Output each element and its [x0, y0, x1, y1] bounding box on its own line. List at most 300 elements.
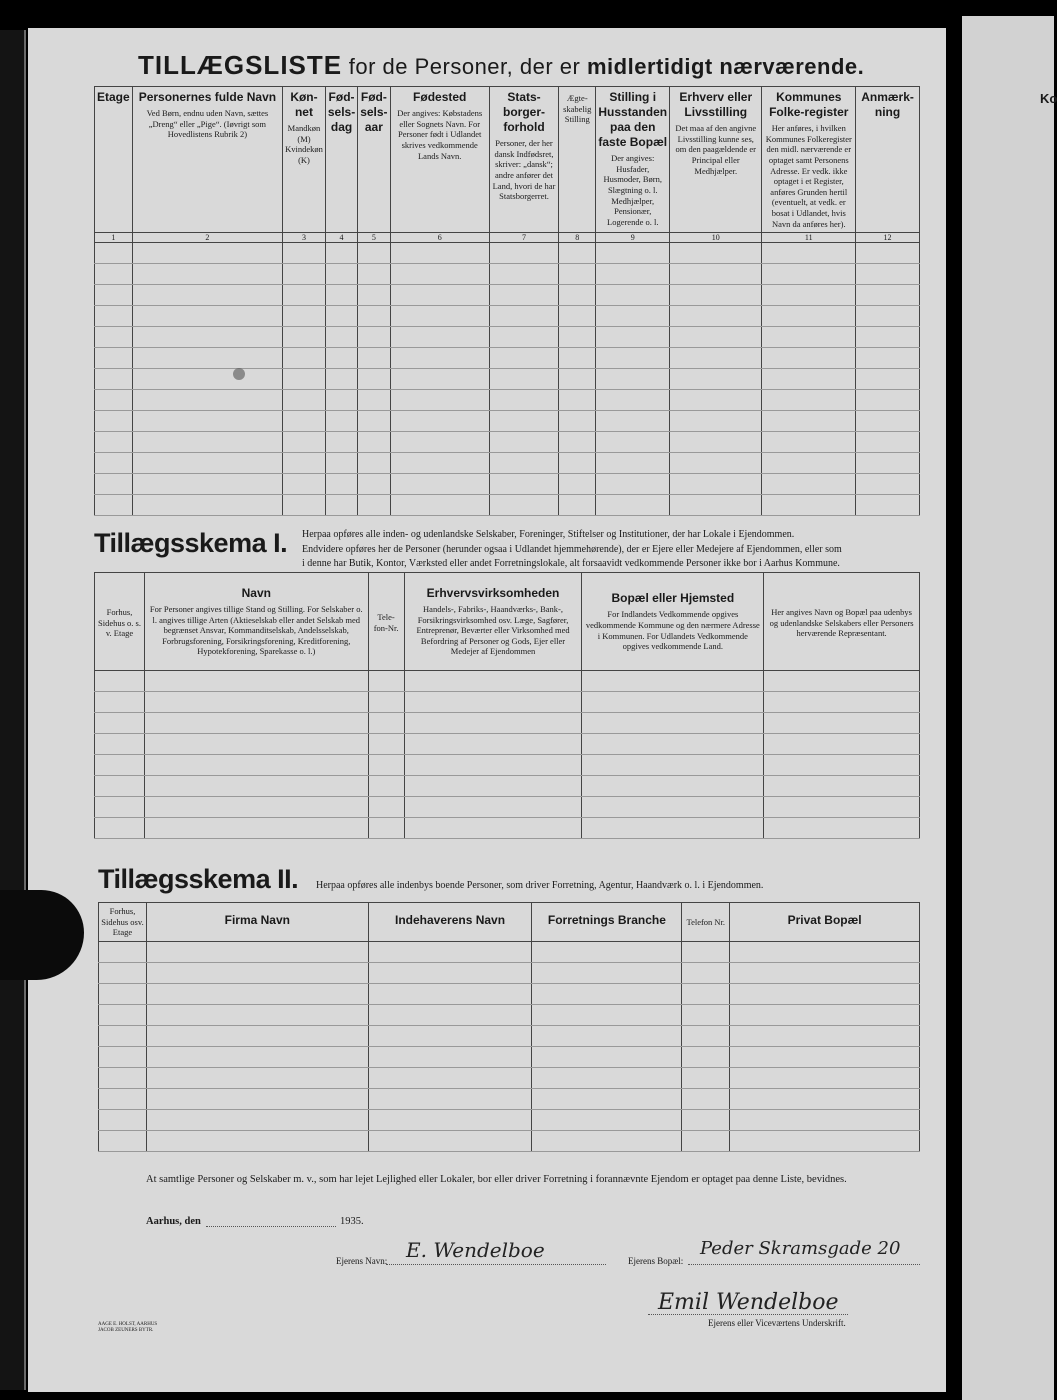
t1-blank-cell[interactable] — [358, 390, 390, 411]
date-line — [206, 1226, 336, 1227]
t1-blank-cell[interactable] — [358, 264, 390, 285]
skema2-blank-cell[interactable] — [368, 1025, 532, 1046]
skema2-blank-cell[interactable] — [682, 1004, 730, 1025]
t1-blank-row — [95, 285, 920, 306]
skema1-blank-cell[interactable] — [582, 818, 764, 839]
t1-blank-cell[interactable] — [283, 453, 326, 474]
skema1-blank-cell[interactable] — [404, 713, 582, 734]
skema2-blank-cell[interactable] — [682, 1109, 730, 1130]
t1-blank-cell[interactable] — [670, 348, 762, 369]
skema2-blank-cell[interactable] — [532, 941, 682, 962]
t1-blank-cell[interactable] — [95, 264, 133, 285]
skema2-blank-cell[interactable] — [99, 983, 147, 1004]
ink-stain — [233, 368, 245, 380]
skema2-blank-cell[interactable] — [368, 1088, 532, 1109]
t1-blank-cell[interactable] — [596, 327, 670, 348]
skema1-blank-cell[interactable] — [764, 734, 920, 755]
t1-blank-cell[interactable] — [489, 432, 558, 453]
t1-blank-cell[interactable] — [596, 243, 670, 264]
t1-blank-cell[interactable] — [856, 306, 920, 327]
t1-blank-cell[interactable] — [856, 348, 920, 369]
title-middle: for de Personer, der er — [348, 54, 581, 79]
t1-blank-cell[interactable] — [489, 348, 558, 369]
t1-blank-cell[interactable] — [856, 495, 920, 516]
t1-blank-cell[interactable] — [856, 243, 920, 264]
skema1-blank-cell[interactable] — [95, 818, 145, 839]
skema2-blank-cell[interactable] — [146, 1046, 368, 1067]
t1-blank-cell[interactable] — [489, 474, 558, 495]
skema1-blank-cell[interactable] — [404, 797, 582, 818]
skema1-header-cell — [582, 573, 764, 671]
skema1-blank-cell[interactable] — [764, 818, 920, 839]
skema1-blank-row — [95, 776, 920, 797]
skema1-description — [302, 528, 922, 572]
t1-blank-cell[interactable] — [358, 432, 390, 453]
t1-column-number: 12 — [856, 233, 920, 243]
skema1-blank-cell[interactable] — [95, 671, 145, 692]
t1-blank-cell[interactable] — [762, 264, 856, 285]
skema2-blank-cell[interactable] — [146, 983, 368, 1004]
t1-blank-cell[interactable] — [489, 390, 558, 411]
t1-blank-cell[interactable] — [762, 495, 856, 516]
t1-blank-cell[interactable] — [559, 348, 596, 369]
skema1-blank-cell[interactable] — [368, 713, 404, 734]
t1-blank-cell[interactable] — [559, 243, 596, 264]
skema1-blank-cell[interactable] — [582, 671, 764, 692]
skema1-blank-cell[interactable] — [764, 797, 920, 818]
t1-blank-cell[interactable] — [559, 411, 596, 432]
t1-blank-cell[interactable] — [489, 243, 558, 264]
t1-blank-cell[interactable] — [325, 432, 357, 453]
t1-blank-cell[interactable] — [670, 306, 762, 327]
t1-blank-cell[interactable] — [596, 390, 670, 411]
t1-header-cell — [95, 87, 133, 233]
t1-blank-cell[interactable] — [489, 264, 558, 285]
t1-blank-cell[interactable] — [95, 348, 133, 369]
t1-blank-cell[interactable] — [132, 264, 282, 285]
t1-blank-cell[interactable] — [856, 411, 920, 432]
skema2-blank-row — [99, 1046, 920, 1067]
skema1-blank-cell[interactable] — [404, 692, 582, 713]
skema2-blank-cell[interactable] — [532, 1130, 682, 1151]
t1-blank-cell[interactable] — [132, 243, 282, 264]
t1-blank-cell[interactable] — [358, 327, 390, 348]
t1-blank-cell[interactable] — [559, 327, 596, 348]
skema1-blank-cell[interactable] — [582, 734, 764, 755]
t1-blank-cell[interactable] — [390, 474, 489, 495]
skema1-blank-cell[interactable] — [144, 671, 368, 692]
skema2-blank-cell[interactable] — [682, 1130, 730, 1151]
t1-blank-cell[interactable] — [762, 348, 856, 369]
t1-blank-cell[interactable] — [132, 432, 282, 453]
owner-name-line — [386, 1264, 606, 1265]
skema1-blank-cell[interactable] — [95, 734, 145, 755]
skema2-blank-cell[interactable] — [368, 962, 532, 983]
skema2-blank-cell[interactable] — [99, 941, 147, 962]
t1-blank-cell[interactable] — [489, 369, 558, 390]
skema1-blank-cell[interactable] — [368, 797, 404, 818]
t1-blank-cell[interactable] — [670, 474, 762, 495]
skema1-blank-cell[interactable] — [764, 692, 920, 713]
t1-blank-cell[interactable] — [283, 285, 326, 306]
t1-blank-cell[interactable] — [95, 432, 133, 453]
t1-header-title: Anmærk-ning — [861, 90, 914, 119]
t1-blank-cell[interactable] — [132, 411, 282, 432]
skema2-blank-cell[interactable] — [99, 1025, 147, 1046]
skema1-blank-cell[interactable] — [404, 755, 582, 776]
t1-blank-cell[interactable] — [762, 285, 856, 306]
t1-blank-cell[interactable] — [358, 411, 390, 432]
t1-blank-cell[interactable] — [390, 285, 489, 306]
skema2-blank-cell[interactable] — [730, 962, 920, 983]
skema1-blank-cell[interactable] — [582, 797, 764, 818]
title-main: TILLÆGSLISTE — [138, 50, 343, 80]
t1-blank-cell[interactable] — [559, 453, 596, 474]
skema1-blank-cell[interactable] — [144, 692, 368, 713]
t1-blank-cell[interactable] — [762, 243, 856, 264]
t1-blank-cell[interactable] — [358, 285, 390, 306]
t1-blank-cell[interactable] — [670, 453, 762, 474]
t1-blank-cell[interactable] — [596, 369, 670, 390]
t1-blank-cell[interactable] — [596, 453, 670, 474]
t1-blank-cell[interactable] — [325, 390, 357, 411]
skema2-blank-cell[interactable] — [146, 1088, 368, 1109]
t1-blank-cell[interactable] — [325, 453, 357, 474]
t1-blank-cell[interactable] — [358, 453, 390, 474]
skema2-blank-cell[interactable] — [368, 1130, 532, 1151]
t1-blank-cell[interactable] — [390, 411, 489, 432]
t1-blank-cell[interactable] — [283, 411, 326, 432]
skema2-blank-cell[interactable] — [146, 1004, 368, 1025]
t1-blank-cell[interactable] — [390, 453, 489, 474]
skema2-blank-row — [99, 1004, 920, 1025]
t1-blank-cell[interactable] — [670, 495, 762, 516]
t1-blank-cell[interactable] — [390, 306, 489, 327]
t1-blank-cell[interactable] — [390, 369, 489, 390]
t1-blank-cell[interactable] — [390, 390, 489, 411]
t1-blank-cell[interactable] — [325, 306, 357, 327]
skema1-blank-cell[interactable] — [764, 776, 920, 797]
skema2-blank-cell[interactable] — [532, 1067, 682, 1088]
skema2-blank-cell[interactable] — [730, 1109, 920, 1130]
skema2-blank-cell[interactable] — [532, 1025, 682, 1046]
skema2-blank-cell[interactable] — [99, 1130, 147, 1151]
t1-blank-cell[interactable] — [132, 474, 282, 495]
t1-blank-cell[interactable] — [325, 348, 357, 369]
attestation-text: At samtlige Personer og Selskaber m. v., som har lejet Lejlighed eller Lokaler, bor eller driver Forretning i forannævnte Ejendom er optaget paa denne Liste, bevidnes. — [146, 1174, 847, 1185]
skema2-blank-cell[interactable] — [368, 1109, 532, 1130]
skema1-blank-row — [95, 671, 920, 692]
t1-blank-cell[interactable] — [283, 243, 326, 264]
skema1-blank-cell[interactable] — [144, 734, 368, 755]
t1-blank-cell[interactable] — [762, 327, 856, 348]
t1-blank-cell[interactable] — [132, 306, 282, 327]
t1-blank-cell[interactable] — [559, 432, 596, 453]
skema2-blank-cell[interactable] — [99, 962, 147, 983]
t1-blank-cell[interactable] — [325, 243, 357, 264]
census-form-page — [28, 28, 946, 1392]
t1-blank-cell[interactable] — [489, 495, 558, 516]
skema2-blank-cell[interactable] — [532, 1109, 682, 1130]
t1-blank-cell[interactable] — [95, 390, 133, 411]
skema2-blank-cell[interactable] — [368, 941, 532, 962]
t1-blank-cell[interactable] — [325, 327, 357, 348]
t1-blank-cell[interactable] — [95, 411, 133, 432]
t1-blank-cell[interactable] — [670, 285, 762, 306]
skema2-blank-cell[interactable] — [682, 941, 730, 962]
skema1-blank-cell[interactable] — [368, 671, 404, 692]
t1-blank-cell[interactable] — [762, 411, 856, 432]
t1-blank-cell[interactable] — [95, 474, 133, 495]
t1-blank-cell[interactable] — [283, 327, 326, 348]
skema1-blank-cell[interactable] — [95, 776, 145, 797]
t1-header-note: Der angives: Husfader, Husmoder, Børn, Slægtning o. l. Medhjælper, Pensionær, Logerende o. l. — [603, 153, 662, 227]
t1-blank-cell[interactable] — [596, 474, 670, 495]
skema2-blank-cell[interactable] — [146, 1067, 368, 1088]
skema1-blank-cell[interactable] — [368, 692, 404, 713]
skema2-blank-cell[interactable] — [368, 1046, 532, 1067]
skema2-blank-cell[interactable] — [682, 1067, 730, 1088]
skema2-blank-cell[interactable] — [146, 1025, 368, 1046]
t1-blank-cell[interactable] — [856, 432, 920, 453]
skema2-blank-cell[interactable] — [730, 1046, 920, 1067]
skema2-blank-cell[interactable] — [99, 1067, 147, 1088]
skema1-blank-cell[interactable] — [144, 797, 368, 818]
t1-blank-cell[interactable] — [390, 327, 489, 348]
skema1-blank-cell[interactable] — [764, 755, 920, 776]
t1-blank-cell[interactable] — [132, 390, 282, 411]
skema2-blank-cell[interactable] — [730, 1088, 920, 1109]
t1-blank-cell[interactable] — [283, 348, 326, 369]
skema1-desc-line: Endvidere opføres her de Personer (herunder ogsaa i Udlandet hjemmehørende), der er Ejere eller Medejere af Ejendommen, eller som — [302, 543, 842, 555]
t1-column-number: 10 — [670, 233, 762, 243]
skema1-blank-cell[interactable] — [582, 776, 764, 797]
t1-blank-cell[interactable] — [358, 306, 390, 327]
skema1-blank-cell[interactable] — [404, 818, 582, 839]
t1-blank-cell[interactable] — [132, 285, 282, 306]
skema2-blank-cell[interactable] — [730, 1025, 920, 1046]
skema2-blank-cell[interactable] — [682, 1046, 730, 1067]
t1-blank-cell[interactable] — [559, 390, 596, 411]
t1-blank-cell[interactable] — [95, 243, 133, 264]
t1-blank-cell[interactable] — [762, 369, 856, 390]
tillaegsliste-table — [94, 86, 920, 516]
skema1-blank-cell[interactable] — [144, 755, 368, 776]
owner-address-handwritten: Peder Skramsgade 20 — [700, 1238, 901, 1259]
t1-blank-cell[interactable] — [132, 348, 282, 369]
skema1-blank-cell[interactable] — [764, 713, 920, 734]
t1-blank-cell[interactable] — [283, 432, 326, 453]
t1-blank-cell[interactable] — [358, 474, 390, 495]
t1-blank-cell[interactable] — [95, 369, 133, 390]
t1-blank-cell[interactable] — [489, 327, 558, 348]
t1-blank-cell[interactable] — [559, 495, 596, 516]
t1-blank-cell[interactable] — [559, 285, 596, 306]
skema1-blank-cell[interactable] — [764, 671, 920, 692]
t1-blank-cell[interactable] — [283, 264, 326, 285]
t1-blank-cell[interactable] — [559, 369, 596, 390]
t1-blank-cell[interactable] — [325, 474, 357, 495]
t1-blank-cell[interactable] — [283, 474, 326, 495]
t1-blank-cell[interactable] — [596, 495, 670, 516]
skema2-blank-cell[interactable] — [99, 1046, 147, 1067]
t1-blank-cell[interactable] — [325, 369, 357, 390]
skema2-blank-cell[interactable] — [682, 1025, 730, 1046]
t1-blank-cell[interactable] — [856, 285, 920, 306]
t1-blank-cell[interactable] — [358, 369, 390, 390]
skema2-blank-cell[interactable] — [730, 941, 920, 962]
t1-blank-cell[interactable] — [132, 495, 282, 516]
t1-blank-cell[interactable] — [596, 285, 670, 306]
t1-blank-cell[interactable] — [670, 432, 762, 453]
t1-blank-cell[interactable] — [132, 369, 282, 390]
t1-blank-cell[interactable] — [670, 390, 762, 411]
t1-blank-cell[interactable] — [95, 327, 133, 348]
skema2-blank-cell[interactable] — [146, 962, 368, 983]
t1-column-number: 5 — [358, 233, 390, 243]
t1-blank-cell[interactable] — [489, 285, 558, 306]
skema1-blank-cell[interactable] — [404, 776, 582, 797]
t1-blank-cell[interactable] — [596, 411, 670, 432]
skema2-blank-cell[interactable] — [532, 1046, 682, 1067]
t1-blank-cell[interactable] — [856, 453, 920, 474]
skema1-blank-cell[interactable] — [144, 818, 368, 839]
t1-blank-cell[interactable] — [325, 411, 357, 432]
skema2-blank-cell[interactable] — [146, 1130, 368, 1151]
t1-blank-cell[interactable] — [132, 453, 282, 474]
t1-blank-cell[interactable] — [390, 432, 489, 453]
skema2-header-cell — [730, 903, 920, 942]
t1-blank-cell[interactable] — [856, 390, 920, 411]
skema1-blank-cell[interactable] — [368, 755, 404, 776]
t1-blank-cell[interactable] — [559, 264, 596, 285]
skema1-header-title: Bopæl eller Hjemsted — [611, 591, 735, 606]
t1-blank-cell[interactable] — [325, 285, 357, 306]
skema1-blank-cell[interactable] — [95, 797, 145, 818]
t1-blank-cell[interactable] — [390, 495, 489, 516]
skema1-blank-cell[interactable] — [404, 671, 582, 692]
skema1-blank-cell[interactable] — [95, 755, 145, 776]
skema1-header-note: For Indlandets Vedkommende opgives vedkommende Kommune og den nærmere Adresse i Kommunen. For Udlandets Vedkommende opgives vedkommende Land. — [585, 609, 760, 652]
skema2-blank-cell[interactable] — [532, 1088, 682, 1109]
skema2-blank-cell[interactable] — [368, 1004, 532, 1025]
t1-blank-cell[interactable] — [856, 474, 920, 495]
t1-blank-cell[interactable] — [390, 264, 489, 285]
skema2-blank-cell[interactable] — [146, 941, 368, 962]
skema1-blank-cell[interactable] — [95, 713, 145, 734]
t1-blank-cell[interactable] — [489, 411, 558, 432]
skema1-desc-line: Herpaa opføres alle inden- og udenlandske Selskaber, Foreninger, Stiftelser og Institutioner, der har Lokale i Ejendommen. — [302, 529, 795, 540]
t1-blank-cell[interactable] — [283, 369, 326, 390]
t1-blank-cell[interactable] — [670, 411, 762, 432]
t1-blank-cell[interactable] — [283, 495, 326, 516]
t1-blank-cell[interactable] — [95, 453, 133, 474]
t1-blank-cell[interactable] — [670, 369, 762, 390]
skema2-blank-row — [99, 1025, 920, 1046]
skema2-blank-cell[interactable] — [730, 1004, 920, 1025]
t1-blank-cell[interactable] — [358, 495, 390, 516]
t1-header-title: Fød-sels-dag — [327, 90, 356, 134]
skema1-blank-row — [95, 797, 920, 818]
t1-blank-row — [95, 432, 920, 453]
skema2-blank-cell[interactable] — [532, 962, 682, 983]
t1-blank-cell[interactable] — [670, 243, 762, 264]
t1-blank-cell[interactable] — [489, 306, 558, 327]
skema2-blank-cell[interactable] — [682, 983, 730, 1004]
skema1-blank-cell[interactable] — [144, 713, 368, 734]
t1-blank-cell[interactable] — [596, 306, 670, 327]
t1-blank-cell[interactable] — [596, 264, 670, 285]
t1-blank-cell[interactable] — [358, 243, 390, 264]
skema2-blank-cell[interactable] — [532, 1004, 682, 1025]
t1-blank-cell[interactable] — [762, 432, 856, 453]
skema2-blank-cell[interactable] — [99, 1004, 147, 1025]
skema1-blank-cell[interactable] — [368, 734, 404, 755]
t1-blank-cell[interactable] — [95, 495, 133, 516]
skema1-header-cell — [404, 573, 582, 671]
skema2-blank-cell[interactable] — [730, 1067, 920, 1088]
skema2-blank-cell[interactable] — [99, 1109, 147, 1130]
skema1-blank-cell[interactable] — [95, 692, 145, 713]
skema2-blank-cell[interactable] — [532, 983, 682, 1004]
skema1-blank-cell[interactable] — [368, 776, 404, 797]
skema2-blank-cell[interactable] — [730, 1130, 920, 1151]
t1-header-note: Det maa af den angivne Livsstilling kunne ses, om den paagældende er Principal eller Medhjælper. — [675, 123, 757, 176]
t1-blank-cell[interactable] — [358, 348, 390, 369]
t1-blank-cell[interactable] — [559, 306, 596, 327]
t1-blank-cell[interactable] — [762, 390, 856, 411]
skema2-blank-cell[interactable] — [368, 983, 532, 1004]
t1-blank-cell[interactable] — [390, 348, 489, 369]
t1-blank-cell[interactable] — [856, 327, 920, 348]
skema2-blank-cell[interactable] — [682, 962, 730, 983]
t1-blank-cell[interactable] — [132, 327, 282, 348]
skema2-blank-cell[interactable] — [682, 1088, 730, 1109]
t1-blank-cell[interactable] — [325, 495, 357, 516]
t1-blank-cell[interactable] — [762, 474, 856, 495]
t1-blank-cell[interactable] — [596, 348, 670, 369]
skema2-blank-cell[interactable] — [99, 1088, 147, 1109]
skema1-blank-cell[interactable] — [368, 818, 404, 839]
t1-blank-cell[interactable] — [596, 432, 670, 453]
t1-blank-cell[interactable] — [283, 306, 326, 327]
skema1-blank-cell[interactable] — [582, 713, 764, 734]
t1-blank-cell[interactable] — [762, 306, 856, 327]
t1-blank-cell[interactable] — [559, 474, 596, 495]
t1-blank-cell[interactable] — [856, 264, 920, 285]
t1-blank-cell[interactable] — [390, 243, 489, 264]
skema2-blank-cell[interactable] — [368, 1067, 532, 1088]
t1-blank-cell[interactable] — [489, 453, 558, 474]
t1-blank-cell[interactable] — [856, 369, 920, 390]
skema1-blank-cell[interactable] — [404, 734, 582, 755]
skema2-blank-cell[interactable] — [730, 983, 920, 1004]
t1-blank-cell[interactable] — [762, 453, 856, 474]
skema1-blank-cell[interactable] — [144, 776, 368, 797]
t1-blank-cell[interactable] — [670, 327, 762, 348]
t1-blank-cell[interactable] — [283, 390, 326, 411]
t1-blank-cell[interactable] — [95, 306, 133, 327]
t1-blank-cell[interactable] — [95, 285, 133, 306]
t1-blank-cell[interactable] — [325, 264, 357, 285]
owner-name-handwritten: E. Wendelboe — [406, 1238, 545, 1262]
skema1-blank-cell[interactable] — [582, 755, 764, 776]
t1-blank-cell[interactable] — [670, 264, 762, 285]
t1-column-number: 1 — [95, 233, 133, 243]
skema2-blank-cell[interactable] — [146, 1109, 368, 1130]
skema1-blank-cell[interactable] — [582, 692, 764, 713]
t1-header-cell — [325, 87, 357, 233]
